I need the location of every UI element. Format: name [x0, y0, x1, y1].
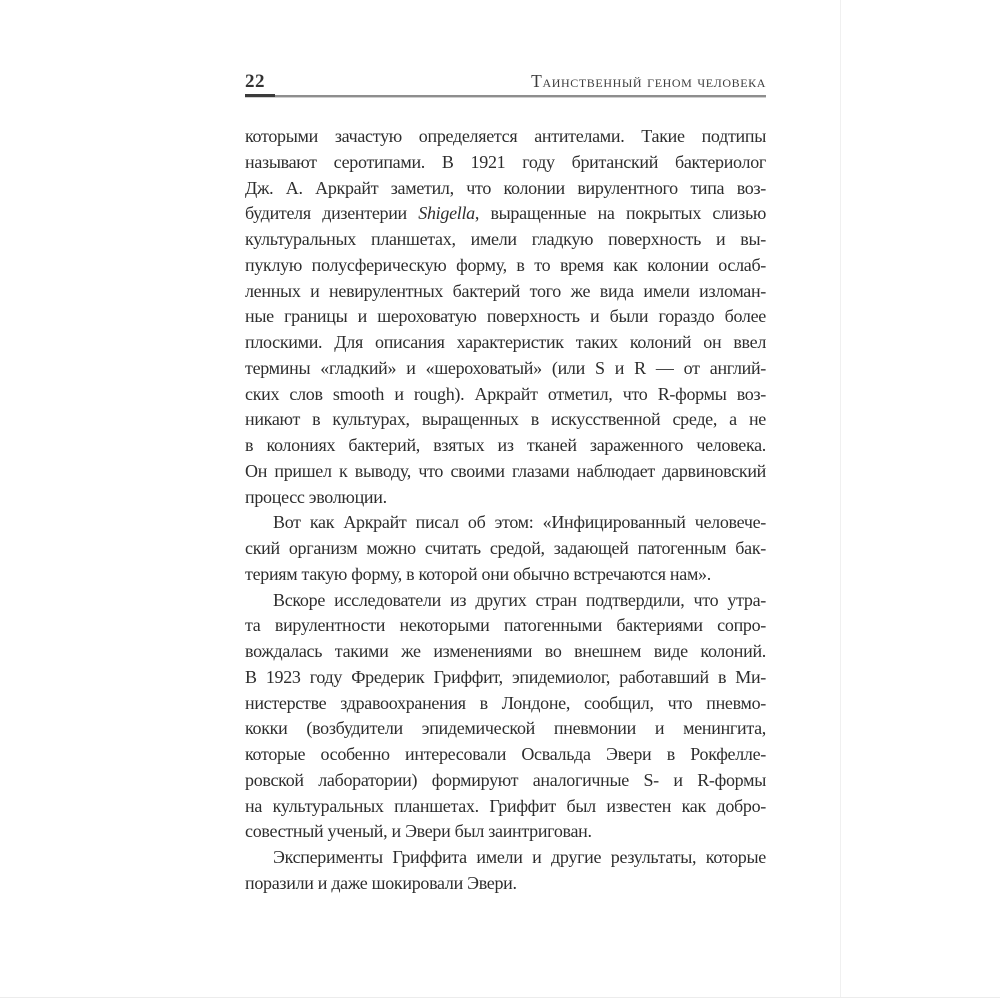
text-line: кокки (возбудители эпидемической пневмонии и менингита, [245, 718, 766, 739]
text-line: ные границы и шероховатую поверхность и были гораздо более [245, 306, 766, 327]
text-line: культуральных планшетах, имели гладкую поверхность и вы- [245, 229, 766, 249]
text-line: называют серотипами. В 1921 году британский бактериолог [245, 151, 766, 172]
paragraph [245, 588, 766, 846]
running-title: Таинственный геном человека [531, 71, 766, 91]
text-line: В 1923 году Фредерик Гриффит, эпидемиолог, работавший в Ми- [245, 666, 766, 687]
text-line: Эксперименты Гриффита имели и другие результаты, которые [273, 847, 766, 867]
page-number-underline [245, 94, 275, 97]
text-line: совестный ученый, и Эвери был заинтригован. [245, 821, 592, 842]
text-line: вождалась такими же изменениями во внешнем виде колоний. [245, 641, 766, 661]
text-line: ский организм можно считать средой, задающей патогенным бак- [245, 538, 766, 558]
page-number: 22 [245, 71, 265, 92]
text-line: ровской лаборатории) формируют аналогичные S- и R-формы [245, 769, 766, 790]
text-line: которыми зачастую определяется антителами. Такие подтипы [245, 126, 766, 146]
text-line: плоскими. Для описания характеристик таких колоний он ввел [245, 332, 766, 352]
text-line: в колониях бактерий, взятых из тканей зараженного человека. [245, 435, 766, 455]
text-line: поразили и даже шокировали Эвери. [245, 872, 517, 893]
text-line: Дж. А. Аркрайт заметил, что колонии вирулентного типа воз- [245, 177, 766, 198]
text-line: процесс эволюции. [245, 486, 387, 507]
text-line: Он пришел к выводу, что своими глазами наблюдает дарвиновский [245, 460, 766, 481]
page-header [245, 71, 766, 93]
text-line: Вот как Аркрайт писал об этом: «Инфицированный человече- [273, 512, 766, 533]
text-line: никают в культурах, выращенных в искусственной среде, а не [245, 409, 766, 430]
text-line: та вирулентности некоторыми патогенными бактериями сопро- [245, 615, 766, 636]
text-line: нистерстве здравоохранения в Лондоне, сообщил, что пневмо- [245, 692, 766, 713]
page-edge-right [840, 0, 841, 998]
text-line: териям такую форму, в которой они обычно встречаются нам». [245, 563, 711, 584]
body-text [245, 124, 766, 897]
paragraph [245, 510, 766, 587]
text-line: термины «гладкий» и «шероховатый» (или S и R — от англий- [245, 357, 766, 378]
text-line: ских слов smooth и rough). Аркрайт отметил, что R-формы воз- [245, 383, 766, 404]
text-line: ленных и невирулентных бактерий того же вида имели изломан- [245, 280, 766, 301]
page-edge-bottom [0, 997, 1000, 998]
text-line: пуклую полусферическую форму, в то время как колонии ослаб- [245, 254, 766, 275]
text-line: Вскоре исследователи из других стран подтвердили, что утра- [273, 589, 766, 610]
header-rule [245, 95, 766, 98]
text-line: на культуральных планшетах. Гриффит был известен как добро- [245, 795, 766, 816]
paragraph [245, 124, 766, 510]
text-line: будителя дизентерии Shigella, выращенные на покрытых слизью [245, 203, 766, 224]
paragraph [245, 845, 766, 897]
text-line: которые особенно интересовали Освальда Эвери в Рокфелле- [245, 744, 766, 764]
